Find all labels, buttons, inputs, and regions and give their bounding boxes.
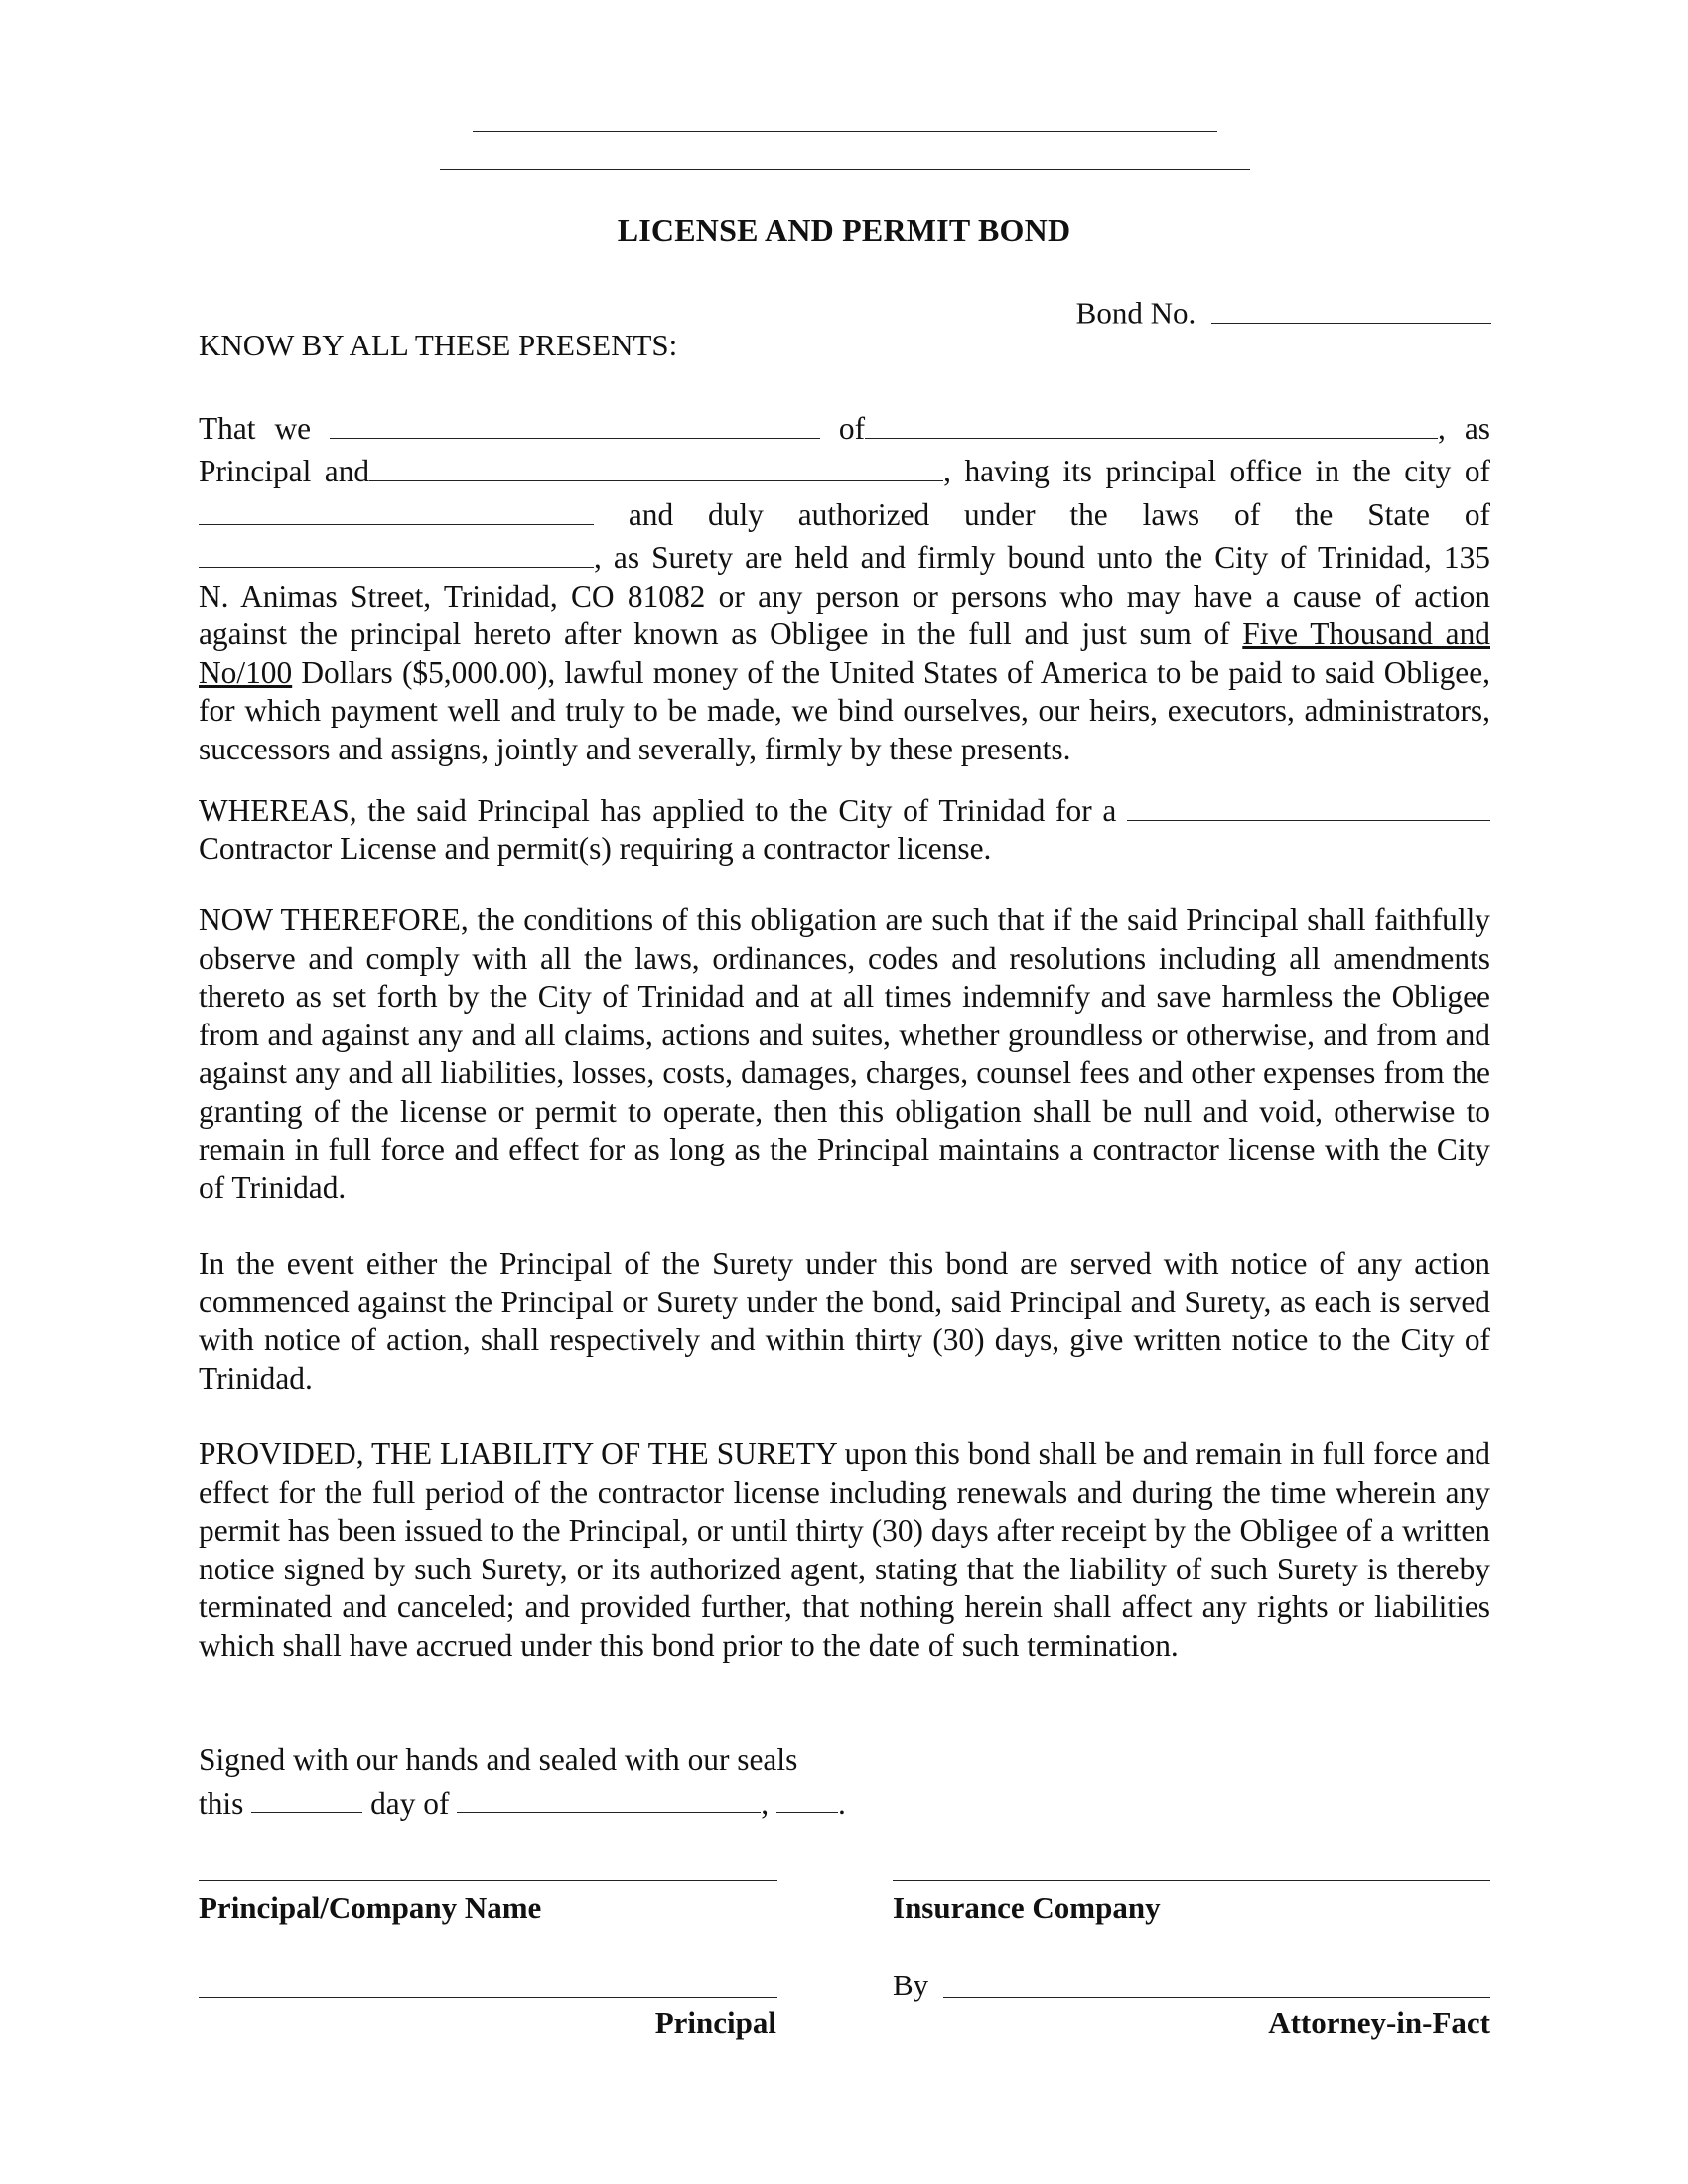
- principal-signature-line[interactable]: [199, 1997, 777, 1998]
- attorney-signature-line[interactable]: [943, 1997, 1490, 1998]
- text-of: of: [838, 410, 866, 446]
- surety-state-field[interactable]: [199, 534, 594, 568]
- whereas-line-1: [199, 787, 1490, 830]
- bond-amount-words: Five Thousand and No/100: [199, 616, 1491, 690]
- bond-number-field[interactable]: [1211, 290, 1491, 324]
- text-as-surety: , as Surety are held and firmly bound unto the City of Trinidad, 135: [594, 540, 1490, 576]
- text-day-of: day of: [370, 1785, 450, 1821]
- signed-line-1: Signed with our hands and sealed with our seals: [199, 1742, 798, 1777]
- principal-address-field[interactable]: [865, 405, 1438, 439]
- text-and-duly: and duly authorized under the laws of the State of: [628, 496, 1490, 532]
- surety-city-field[interactable]: [199, 491, 594, 525]
- paragraph-provided: PROVIDED, THE LIABILITY OF THE SURETY upon this bond shall be and remain in full force and effect for the full period of the contractor license including renewals and during the time wherein any permit has been issued to the Principal, or until thirty (30) days after receipt by the Obligee of a written notice signed by such Surety, or its authorized agent, stating that the liability of such Surety is thereby terminated and canceled; and provided further, that nothing herein shall affect any rights or liabilities which shall have accrued under this bond prior to the date of such termination.: [199, 1436, 1490, 1663]
- paragraph-parties: [199, 405, 1490, 768]
- surety-name-field[interactable]: [369, 448, 943, 481]
- paragraph-notice: In the event either the Principal of the Surety under this bond are served with notice of any action commenced against the Principal or Surety under the bond, said Principal and Surety, as each is served with notice of action, shall respectively and within thirty (30) days, give written notice to the City of Trinidad.: [199, 1246, 1490, 1396]
- signed-block: [199, 1741, 1490, 1823]
- parties-line-4: [199, 534, 1490, 577]
- principal-company-signature-line[interactable]: [199, 1880, 777, 1881]
- attorney-in-fact-label: Attorney-in-Fact: [1268, 2005, 1490, 2040]
- by-label: By: [893, 1968, 929, 2002]
- parties-line-1: [199, 405, 1490, 448]
- text-as: , as: [1438, 410, 1490, 446]
- document-title: LICENSE AND PERMIT BOND: [617, 212, 1071, 248]
- header-blank-line-1[interactable]: [473, 131, 1217, 132]
- principal-label: Principal: [654, 2005, 776, 2040]
- parties-line-2: [199, 448, 1490, 490]
- month-field[interactable]: [457, 1780, 761, 1814]
- parties-body: [199, 578, 1490, 769]
- text-period: .: [837, 1785, 846, 1821]
- insurance-company-signature-line[interactable]: [893, 1880, 1490, 1881]
- text-this: this: [199, 1785, 244, 1821]
- header-blank-line-2[interactable]: [440, 169, 1250, 170]
- text-that-we: That we: [199, 410, 312, 446]
- license-type-field[interactable]: [1127, 787, 1490, 821]
- text-whereas: WHEREAS, the said Principal has applied to the City of Trinidad for a: [199, 792, 1117, 828]
- year-field[interactable]: [776, 1780, 838, 1814]
- text-principal-and: Principal and: [199, 454, 370, 489]
- principal-name-field[interactable]: [330, 405, 820, 439]
- principal-company-label: Principal/Company Name: [199, 1890, 542, 1925]
- text-body-a: N. Animas Street, Trinidad, CO 81082 or any person or persons who may have a cause of action against the principal hereto after known as Obligee in the full and just sum of: [199, 578, 1490, 652]
- know-by-heading: KNOW BY ALL THESE PRESENTS:: [199, 328, 678, 362]
- text-comma: ,: [761, 1785, 770, 1821]
- bond-number: [1076, 290, 1491, 332]
- insurance-company-label: Insurance Company: [893, 1890, 1161, 1925]
- whereas-line-2: Contractor License and permit(s) requiring a contractor license.: [199, 831, 992, 867]
- bond-number-label: Bond No.: [1075, 295, 1196, 331]
- paragraph-whereas: [199, 787, 1490, 869]
- signed-line-2: [199, 1780, 1490, 1823]
- parties-line-3: [199, 491, 1490, 534]
- paragraph-now-therefore: NOW THEREFORE, the conditions of this obligation are such that if the said Principal shall faithfully observe and comply with all the laws, ordinances, codes and resolutions including all amendments thereto as set forth by the City of Trinidad and at all times indemnify and save harmless the Obligee from and against any and all claims, actions and suites, whether groundless or otherwise, and from and against any and all liabilities, losses, costs, damages, charges, counsel fees and other expenses from the granting of the license or permit to operate, then this obligation shall be null and void, otherwise to remain in full force and effect for as long as the Principal maintains a contractor license with the City of Trinidad.: [199, 902, 1490, 1205]
- text-body-b: Dollars ($5,000.00), lawful money of the United States of America to be paid to said Obligee, for which payment well and truly to be made, we bind ourselves, our heirs, executors, administrators, successors and assigns, jointly and severally, firmly by these presents.: [199, 654, 1490, 766]
- text-having-office: , having its principal office in the city of: [943, 454, 1490, 489]
- day-field[interactable]: [251, 1780, 362, 1814]
